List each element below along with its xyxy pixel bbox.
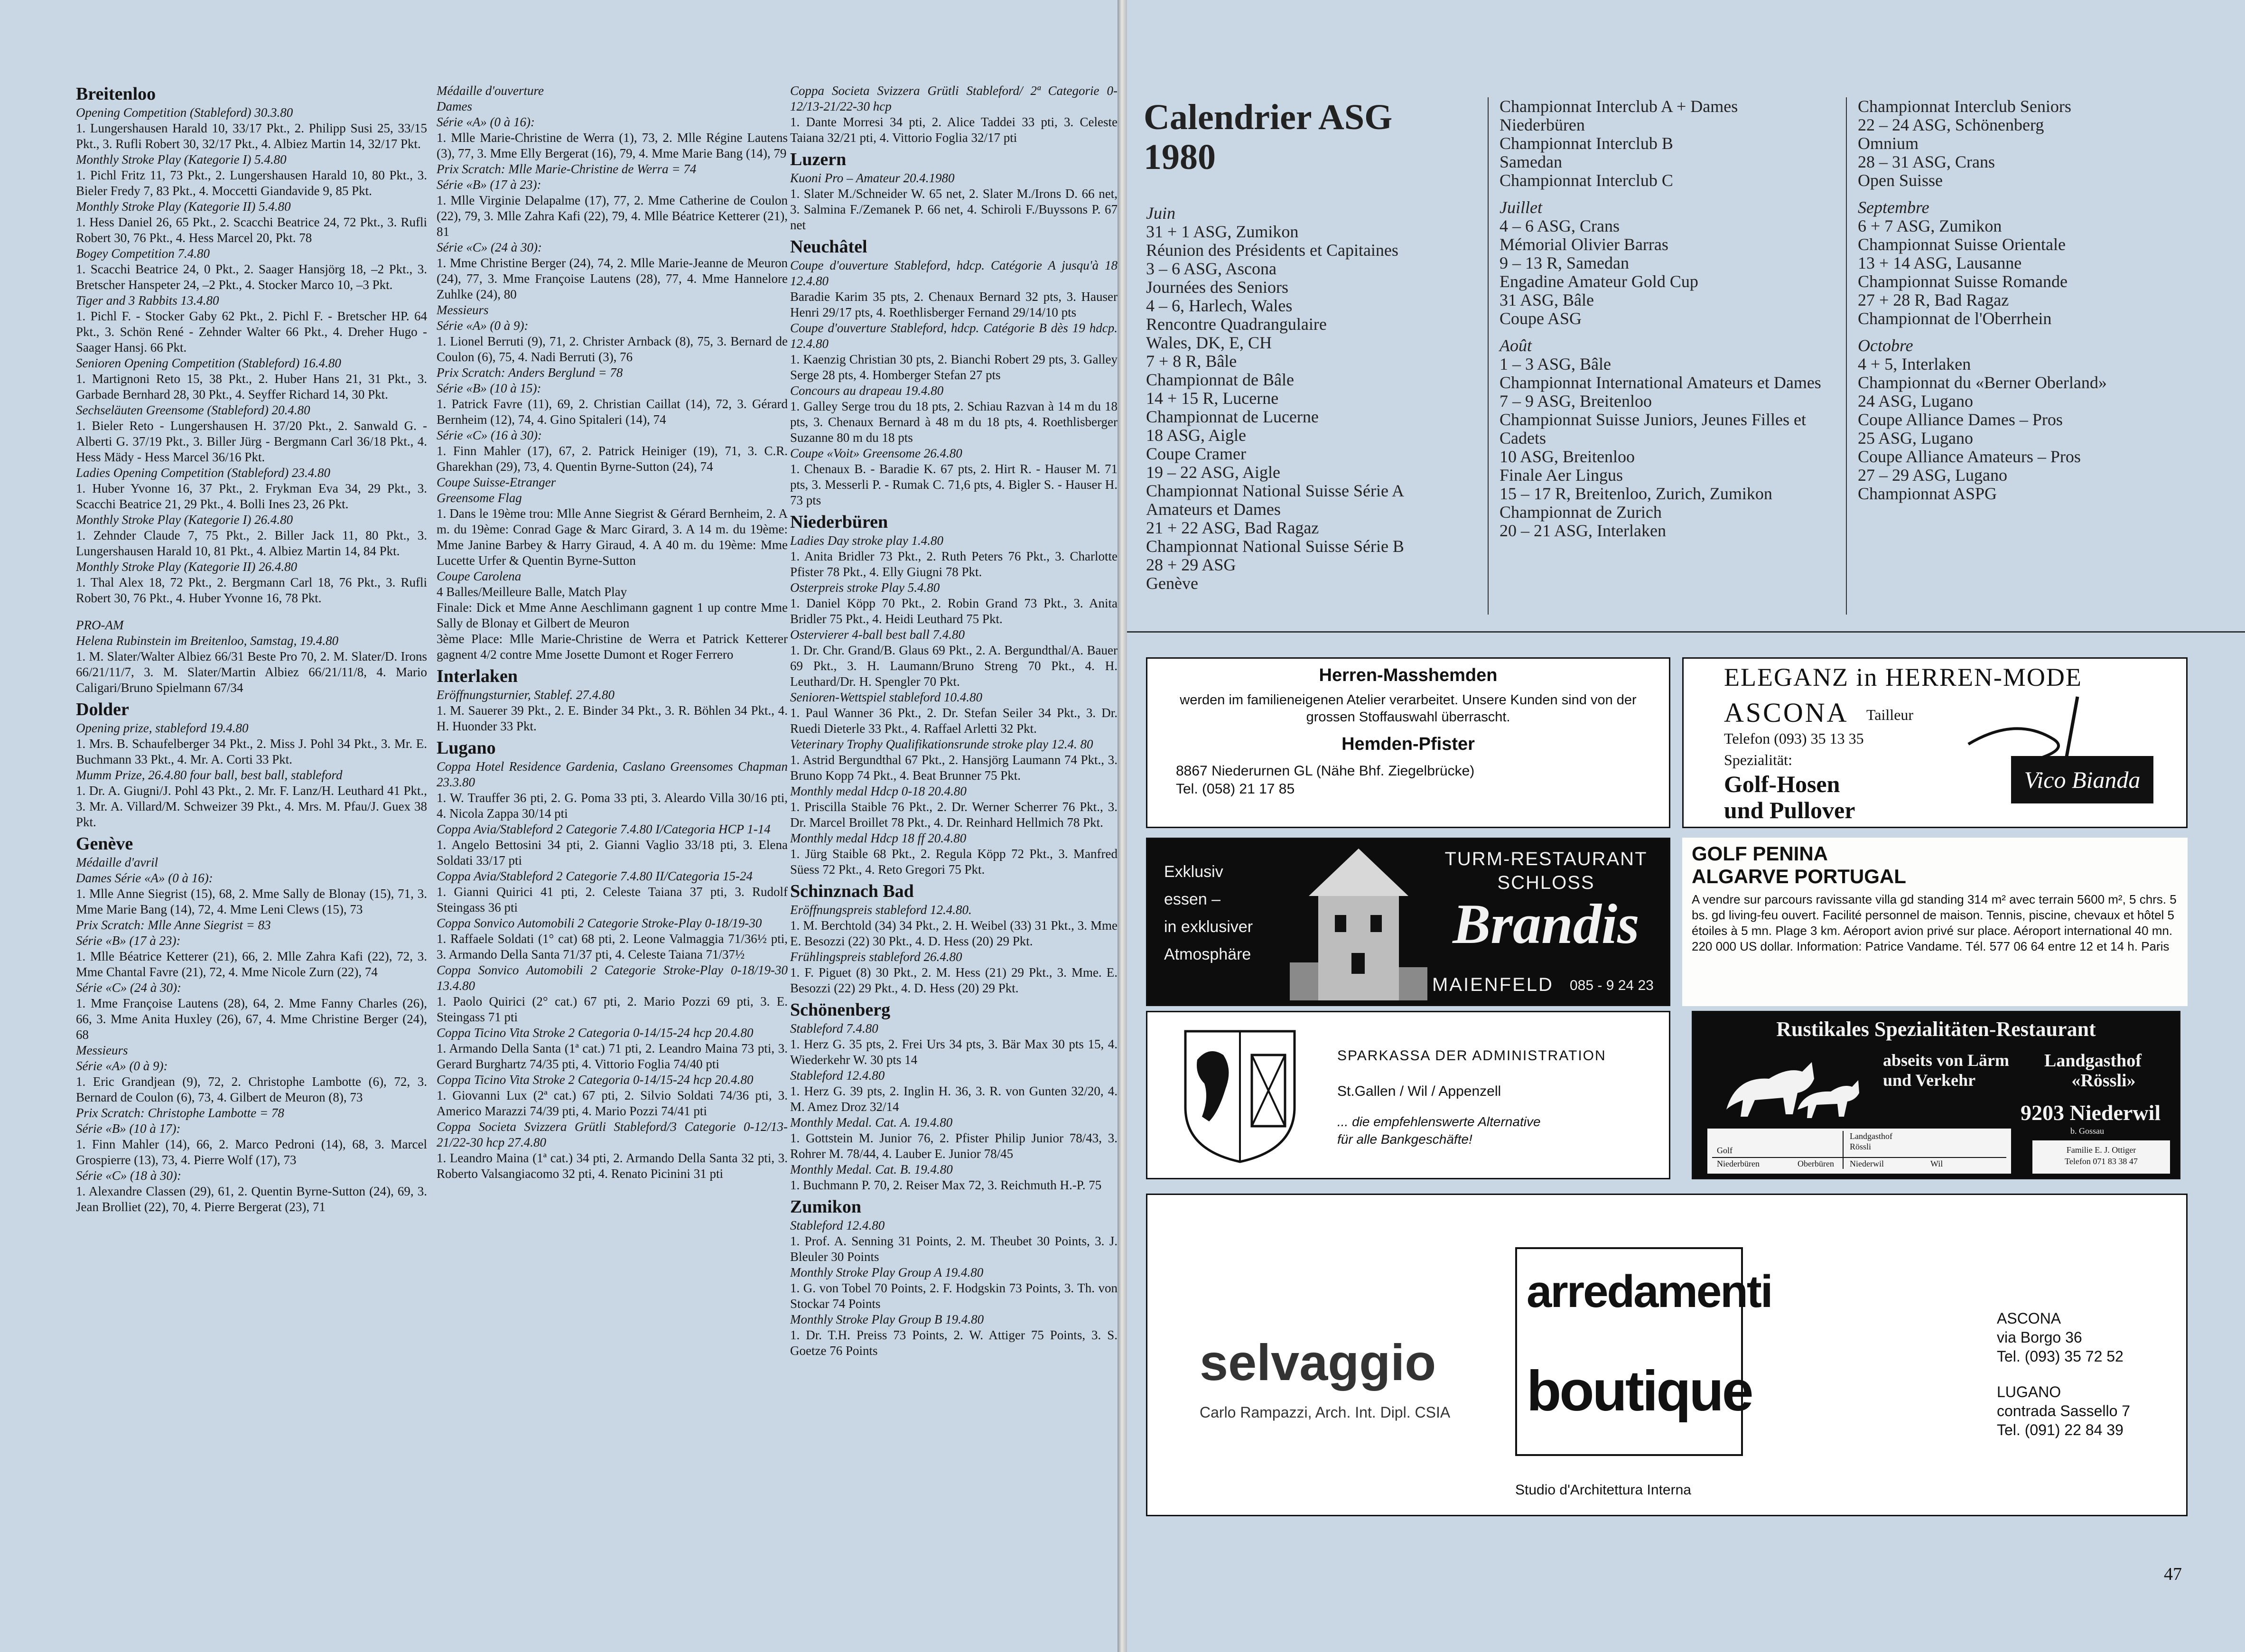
calendar-entry: Championnat Suisse Juniors, Jeunes Filles et Cadets bbox=[1500, 410, 1806, 448]
calendar-entry: Championnat Interclub A + Dames bbox=[1500, 97, 1738, 116]
event-title: Veterinary Trophy Qualifikationsrunde stroke play 12.4. 80 bbox=[790, 737, 1093, 751]
club-heading: Luzern bbox=[790, 149, 847, 169]
event-title: Eröffnungsturnier, Stablef. 27.4.80 bbox=[437, 688, 615, 702]
calendar-entry: Samedan bbox=[1500, 152, 1562, 171]
event-title: Messieurs bbox=[437, 303, 489, 317]
calendar-entry: 4 – 6 ASG, Crans bbox=[1500, 216, 1620, 235]
ad-selvaggio-addresses bbox=[1997, 1309, 2130, 1439]
ad-selvaggio-lugano-addr: contrada Sassello 7 bbox=[1997, 1402, 2131, 1419]
ad-brandis-left-2: essen – bbox=[1164, 890, 1221, 908]
club-heading: Niederbüren bbox=[790, 512, 888, 532]
ad-roessli-name2: «Rössli» bbox=[2071, 1071, 2136, 1091]
calendar-entry: 4 – 6, Harlech, Wales bbox=[1146, 296, 1293, 315]
ad-roessli-map-label: Landgasthof bbox=[1850, 1131, 1892, 1141]
event-title: Médaille d'ouverture bbox=[437, 84, 544, 98]
map-place: Golf bbox=[1717, 1146, 1733, 1155]
ad-penina-body: A vendre sur parcours ravissante villa gd standing 314 m² avec terrain 5600 m², 5 chrs. 5 bs. gd living-feu ouvert. Facilité personnel de maison. Tennis, piscine, chevaux et hôtel 5 étoiles à 5 mn. Plage 3 km. Aéroport avion privé sur place. Aéroport international 40 mn. 220 000 US dollar. Information: Patrice Vandame. Tél. 577 06 64 entre 12 et 14 h. Paris bbox=[1692, 892, 2177, 953]
event-title: Monthly Stroke Play Group B 19.4.80 bbox=[790, 1312, 984, 1326]
ad-brandis-left-3: in exklusiver bbox=[1164, 918, 1253, 936]
map-road bbox=[1843, 1131, 1844, 1169]
calendar-entry: Championnat de Lucerne bbox=[1146, 407, 1319, 426]
calendar-month: Août bbox=[1500, 336, 1532, 355]
calendar-column-1 bbox=[1146, 204, 1450, 593]
ad-brandis-phone: 085 - 9 24 23 bbox=[1570, 978, 1654, 993]
event-title: Série «B» (17 à 23): bbox=[76, 933, 181, 948]
event-title: Série «C» (24 à 30): bbox=[437, 240, 542, 254]
calendar-entry: Coupe Alliance Dames – Pros bbox=[1858, 410, 2063, 429]
ad-selvaggio bbox=[1146, 1194, 2188, 1516]
calendar-entry: Championnat de l'Oberrhein bbox=[1858, 309, 2052, 328]
event-title: Série «A» (0 à 9): bbox=[76, 1059, 168, 1073]
event-title: Stableford 7.4.80 bbox=[790, 1021, 878, 1036]
ad-hemden-phone: Tel. (058) 21 17 85 bbox=[1176, 781, 1295, 797]
result-text: 1. Prof. A. Senning 31 Points, 2. M. Theubet 30 Points, 3. J. Bleuler 30 Points bbox=[790, 1234, 1118, 1264]
event-title: Ladies Day stroke play 1.4.80 bbox=[790, 533, 943, 548]
ad-brandis-top2: SCHLOSS bbox=[1497, 872, 1595, 893]
result-text: 1. Zehnder Claude 7, 75 Pkt., 2. Biller Jack 11, 80 Pkt., 3. Lungershausen Harald 10, 81 Pkt., 4. Albiez Martin 14, 84 Pkt. bbox=[76, 528, 427, 558]
ad-brandis-place: MAIENFELD bbox=[1432, 974, 1554, 995]
result-text: 1. Priscilla Staible 76 Pkt., 2. Dr. Werner Scherrer 76 Pkt., 3. Dr. Marcel Broillet 78 Pkt., 4. Dr. Reinhard Hellmich 78 Pkt. bbox=[790, 800, 1118, 830]
calendar-entry: Championnat Suisse Orientale bbox=[1858, 235, 2066, 254]
event-title: Monthly Stroke Play (Kategorie II) 5.4.80 bbox=[76, 199, 291, 214]
result-text: 1. Jürg Staible 68 Pkt., 2. Regula Köpp 72 Pkt., 3. Manfred Süess 72 Pkt., 4. Reto Gregori 75 Pkt. bbox=[790, 847, 1118, 877]
result-text: 1. M. Berchtold (34) 34 Pkt., 2. H. Weibel (33) 31 Pkt., 3. Mme E. Besozzi (22) 30 Pkt., 4. D. Hess (20) 29 Pkt. bbox=[790, 918, 1118, 948]
ad-eleganz bbox=[1682, 657, 2188, 828]
calendar-entry: 10 ASG, Breitenloo bbox=[1500, 447, 1635, 466]
result-text: 1. Chenaux B. - Baradie K. 67 pts, 2. Hirt R. - Hauser M. 71 pts, 3. Messerli P. - Rumak C. 71,6 pts, 4. Bigler S. - Hauser H. 73 pts bbox=[790, 462, 1118, 507]
club-heading: Dolder bbox=[76, 700, 129, 719]
event-title: Frühlingspreis stableford 26.4.80 bbox=[790, 950, 962, 964]
right-page bbox=[1127, 0, 2245, 1652]
club-heading: Neuchâtel bbox=[790, 237, 867, 257]
ad-eleganz-title: ELEGANZ in HERREN-MODE bbox=[1724, 663, 2082, 691]
ad-hemden-body: werden im familieneigenen Atelier verarbeitet. Unsere Kunden sind von der grossen Stoffauswahl überrascht. bbox=[1180, 692, 1637, 725]
event-title: Kuoni Pro – Amateur 20.4.1980 bbox=[790, 171, 955, 185]
calendar-entry: 15 – 17 R, Breitenloo, Zurich, Zumikon bbox=[1500, 484, 1772, 503]
map-place: Niederwil bbox=[1850, 1159, 1884, 1168]
event-title: Coppa Sonvico Automobili 2 Categorie Stroke-Play 0-18/19-30 bbox=[437, 916, 762, 930]
ad-eleganz-special1: Golf-Hosen bbox=[1724, 771, 1840, 797]
calendar-entry: Finale Aer Lingus bbox=[1500, 466, 1623, 485]
result-text: 1. Paul Wanner 36 Pkt., 2. Dr. Stefan Seiler 34 Pkt., 3. Dr. Ruedi Dieterle 33 Pkt., 4. Raffael Arletti 32 Pkt. bbox=[790, 706, 1118, 736]
event-title: Série «B» (10 à 17): bbox=[76, 1121, 181, 1136]
calendar-entry: Niederbüren bbox=[1500, 115, 1585, 134]
event-title: Coupe Suisse-Etranger bbox=[437, 475, 556, 489]
result-text: Baradie Karim 35 pts, 2. Chenaux Bernard 32 pts, 3. Hauser Henri 29/17 pts, 4. Roethlisberger Fernand 29/14/10 pts bbox=[790, 289, 1118, 319]
event-title: Stableford 12.4.80 bbox=[790, 1068, 885, 1083]
ad-arredamenti-box bbox=[1515, 1247, 1772, 1456]
result-text: 1. Paolo Quirici (2° cat.) 67 pti, 2. Mario Pozzi 69 pti, 3. E. Steingass 71 pti bbox=[437, 994, 788, 1024]
result-text: 1. Finn Mahler (17), 67, 2. Patrick Heiniger (19), 71, 3. C.R. Gharekhan (29), 73, 4. Quentin Byrne-Sutton (24), 74 bbox=[437, 444, 788, 474]
calendar-entry: 6 + 7 ASG, Zumikon bbox=[1858, 216, 2002, 235]
ad-eleganz-place: ASCONA bbox=[1724, 697, 1849, 728]
result-text: 1. Raffaele Soldati (1° cat) 68 pti, 2. Leone Valmaggia 71/36½ pti, 3. Armando Della Santa 71/37 pti, 4. Celeste Taiana 71/37½ bbox=[437, 932, 788, 961]
ad-selvaggio-person: Carlo Rampazzi, Arch. Int. Dipl. CSIA bbox=[1200, 1404, 1451, 1421]
result-text: 1. Herz G. 35 pts, 2. Frei Urs 34 pts, 3. Bär Max 30 pts 15, 4. Wiederkehr W. 30 pts 14 bbox=[790, 1037, 1118, 1067]
ad-roessli-line2: und Verkehr bbox=[1883, 1071, 1976, 1090]
calendar-entry: 27 + 28 R, Bad Ragaz bbox=[1858, 290, 2009, 309]
calendar-entry: 25 ASG, Lugano bbox=[1858, 429, 1973, 448]
event-title: Série «A» (0 à 9): bbox=[437, 318, 529, 333]
calendar-entry: 19 – 22 ASG, Aigle bbox=[1146, 463, 1281, 482]
ad-roessli-owner2: Telefon 071 83 38 47 bbox=[2065, 1157, 2138, 1166]
event-title: Dames bbox=[437, 99, 472, 113]
result-text: 1. Mme Christine Berger (24), 74, 2. Mlle Marie-Jeanne de Meuron (24), 77, 3. Mme Françoise Lautens (28), 77, 4. Mme Hannelore Zuhlke (24), 80 bbox=[437, 256, 788, 301]
ad-roessli-tiny: b. Gossau bbox=[2070, 1126, 2104, 1136]
event-title: Tiger and 3 Rabbits 13.4.80 bbox=[76, 293, 219, 308]
calendar-entry: 31 + 1 ASG, Zumikon bbox=[1146, 222, 1299, 241]
result-text: Finale: Dick et Mme Anne Aeschlimann gagnent 1 up contre Mme Sally de Blonay et Gilbert de Meuron bbox=[437, 600, 788, 630]
calendar-entry: Championnat International Amateurs et Dames bbox=[1500, 373, 1821, 392]
ad-brandis-left-4: Atmosphäre bbox=[1164, 945, 1251, 963]
event-title: Prix Scratch: Christophe Lambotte = 78 bbox=[76, 1106, 284, 1120]
event-title: Monthly medal Hdcp 18 ff 20.4.80 bbox=[790, 831, 967, 845]
result-text: 4 Balles/Meilleure Balle, Match Play bbox=[437, 585, 627, 599]
result-text: 1. W. Trauffer 36 pti, 2. G. Poma 33 pti, 3. Aleardo Villa 30/16 pti, 4. Nicola Zappa 30/14 pti bbox=[437, 791, 788, 821]
calendar-entry: Championnat National Suisse Série A Amateurs et Dames bbox=[1146, 481, 1403, 519]
result-text: 3ème Place: Mlle Marie-Christine de Werra et Patrick Ketterer gagnent 4/2 contre Mme Josette Dumont et Roger Ferrero bbox=[437, 632, 788, 662]
event-title: Sechseläuten Greensome (Stableford) 20.4.80 bbox=[76, 403, 310, 417]
event-title: Coppa Sonvico Automobili 2 Categorie Stroke-Play 0-18/19-30 13.4.80 bbox=[437, 963, 788, 993]
result-text: 1. M. Sauerer 39 Pkt., 2. E. Binder 34 Pkt., 3. R. Böhlen 34 Pkt., 4. H. Huonder 33 Pkt. bbox=[437, 703, 788, 733]
event-title: Série «B» (17 à 23): bbox=[437, 177, 541, 192]
calendar-entry: Championnat du «Berner Oberland» bbox=[1858, 373, 2107, 392]
event-title: Coppa Hotel Residence Gardenia, Caslano Greensomes Chapman 23.3.80 bbox=[437, 759, 788, 789]
result-text: 1. Mlle Anne Siegrist (15), 68, 2. Mme Sally de Blonay (15), 71, 3. Mme Marie Bang (14), 72, 4. Mme Leni Clews (15), 73 bbox=[76, 887, 427, 916]
result-text: 1. Herz G. 39 pts, 2. Inglin H. 36, 3. R. von Gunten 32/20, 4. M. Amez Droz 32/14 bbox=[790, 1084, 1118, 1114]
calendar-entry: Journées des Seniors bbox=[1146, 278, 1288, 297]
event-title: Coupe «Voit» Greensome 26.4.80 bbox=[790, 446, 962, 460]
map-place: Wil bbox=[1930, 1159, 1943, 1168]
event-title: Coppa Societa Svizzera Grütli Stableford/ 2ª Categorie 0-12/13-21/22-30 hcp bbox=[790, 84, 1118, 113]
calendar-entry: 1 – 3 ASG, Bâle bbox=[1500, 355, 1612, 373]
ad-hemden-pfister bbox=[1146, 657, 1670, 828]
event-title: Coupe Carolena bbox=[437, 569, 522, 583]
calendar-entry: Championnat Interclub C bbox=[1500, 171, 1673, 190]
calendar-entry: Championnat Interclub B bbox=[1500, 134, 1673, 153]
ad-sparkassa-slogan1: ... die empfehlenswerte Alternative bbox=[1337, 1114, 1541, 1129]
result-text: 1. Gottstein M. Junior 76, 2. Pfister Philip Junior 78/43, 3. Rohrer M. 78/44, 4. Lauber E. Junior 78/45 bbox=[790, 1131, 1118, 1161]
result-text: 1. Gianni Quirici 41 pti, 2. Celeste Taiana 37 pti, 3. Rudolf Steingass 36 pti bbox=[437, 885, 788, 915]
calendar-entry: Wales, DK, E, CH bbox=[1146, 333, 1272, 352]
result-text: 1. Dr. T.H. Preiss 73 Points, 2. W. Attiger 75 Points, 3. S. Goetze 76 Points bbox=[790, 1328, 1118, 1358]
result-text: 1. G. von Tobel 70 Points, 2. F. Hodgskin 73 Points, 3. Th. von Stockar 74 Points bbox=[790, 1281, 1118, 1311]
calendar-entry: 20 – 21 ASG, Interlaken bbox=[1500, 521, 1666, 540]
ad-selvaggio-ascona: ASCONA bbox=[1997, 1310, 2061, 1327]
calendar-entry: Réunion des Présidents et Capitaines bbox=[1146, 241, 1398, 260]
event-title: Ladies Opening Competition (Stableford) 23.4.80 bbox=[76, 466, 330, 480]
result-text: 1. Daniel Köpp 70 Pkt., 2. Robin Grand 73 Pkt., 3. Anita Bridler 75 Pkt., 4. Heidi Leuthard 75 Pkt. bbox=[790, 596, 1118, 626]
club-heading: Lugano bbox=[437, 738, 496, 758]
result-text: 1. Giovanni Lux (2ª cat.) 67 pti, 2. Silvio Soldati 74/36 pti, 3. Americo Marazzi 74/39 pti, 4. Mario Pozzi 74/41 pti bbox=[437, 1088, 788, 1118]
results-column-2 bbox=[437, 83, 788, 1578]
calendar-entry: 9 – 13 R, Samedan bbox=[1500, 253, 1629, 272]
calendar-entry: Championnat Interclub Seniors bbox=[1858, 97, 2071, 116]
club-heading: Genève bbox=[76, 834, 133, 854]
castle-tower-icon bbox=[1290, 844, 1427, 1005]
calendar-entry: 24 ASG, Lugano bbox=[1858, 392, 1973, 411]
ad-roessli-line1: abseits von Lärm bbox=[1883, 1051, 2010, 1070]
ad-selvaggio-studio: Studio d'Architettura Interna bbox=[1515, 1482, 1691, 1498]
event-title: Concours au drapeau 19.4.80 bbox=[790, 383, 944, 398]
event-title: Greensome Flag bbox=[437, 491, 522, 505]
ad-sparkassa-slogan2: für alle Bankgeschäfte! bbox=[1337, 1132, 1472, 1147]
calendar-entry: 3 – 6 ASG, Ascona bbox=[1146, 259, 1277, 278]
calendar-month: Juillet bbox=[1500, 198, 1542, 217]
result-text: 1. Patrick Favre (11), 69, 2. Christian Caillat (14), 72, 3. Gérard Bernheim (12), 74, 4. Gino Spitaleri (14), 74 bbox=[437, 397, 788, 427]
map-road bbox=[1712, 1157, 2006, 1158]
result-text: 1. Bieler Reto - Lungershausen H. 37/20 Pkt., 2. Sanwald G. - Alberti G. 37/19 Pkt., 3. Biller Jürg - Bergmann Carl 36/18 Pkt., 4. Hess Mädy - Hess Marcel 36/16 Pkt. bbox=[76, 419, 427, 464]
ad-roessli-name1: Landgasthof bbox=[2044, 1051, 2142, 1071]
section-rule bbox=[1127, 631, 2245, 633]
result-text: 1. Buchmann P. 70, 2. Reiser Max 72, 3. Reichmuth H.-P. 75 bbox=[790, 1178, 1102, 1192]
calendar-month: Septembre bbox=[1858, 198, 1929, 217]
calendar-entry: 7 – 9 ASG, Breitenloo bbox=[1500, 392, 1652, 411]
page-gutter bbox=[1118, 0, 1127, 1652]
calendar-entry: 28 – 31 ASG, Crans bbox=[1858, 152, 1995, 171]
calendar-entry: Championnat Suisse Romande bbox=[1858, 272, 2068, 291]
calendar-entry: Mémorial Olivier Barras bbox=[1500, 235, 1668, 254]
calendar-entry: 28 + 29 ASG bbox=[1146, 555, 1236, 574]
calendar-entry: 13 + 14 ASG, Lausanne bbox=[1858, 253, 2022, 272]
vico-bianda-logo bbox=[1959, 687, 2158, 815]
event-title: Monthly Medal. Cat. A. 19.4.80 bbox=[790, 1115, 953, 1129]
coat-of-arms-icon bbox=[1181, 1027, 1299, 1164]
event-title: Série «A» (0 à 16): bbox=[437, 115, 535, 129]
event-title: Coppa Avia/Stableford 2 Categorie 7.4.80 I/Categoria HCP 1-14 bbox=[437, 822, 771, 836]
club-heading: Schinznach Bad bbox=[790, 881, 914, 901]
calendar-column-3 bbox=[1858, 97, 2190, 503]
ad-brandis-top1: TURM-RESTAURANT bbox=[1444, 849, 1648, 869]
result-text: 1. Hess Daniel 26, 65 Pkt., 2. Scacchi Beatrice 24, 72 Pkt., 3. Rufli Robert 30, 76 Pkt., 4. Hess Marcel 20, Pkt. 78 bbox=[76, 215, 427, 245]
map-place: Oberbüren bbox=[1798, 1159, 1834, 1168]
calendar-entry: Open Suisse bbox=[1858, 171, 1943, 190]
result-text: 1. Lungershausen Harald 10, 33/17 Pkt., 2. Philipp Susi 25, 33/15 Pkt., 3. Rufli Robert 30, 32/17 Pkt., 4. Albiez Martin 14, 32/17 Pkt. bbox=[76, 121, 427, 151]
calendar-entry: 21 + 22 ASG, Bad Ragaz bbox=[1146, 518, 1319, 537]
calendar-month: Juin bbox=[1146, 204, 1175, 223]
result-text: 1. Mrs. B. Schaufelberger 34 Pkt., 2. Miss J. Pohl 34 Pkt., 3. Mr. E. Buchmann 33 Pkt., 4. Mr. A. Corti 33 Pkt. bbox=[76, 737, 427, 766]
ad-selvaggio-ascona-tel: Tel. (093) 35 72 52 bbox=[1997, 1348, 2124, 1365]
ad-brandis-name: Brandis bbox=[1453, 892, 1640, 955]
club-heading: Zumikon bbox=[790, 1197, 861, 1217]
result-text: 1. Armando Della Santa (1ª cat.) 71 pti, 2. Leandro Maina 73 pti, 3. Gerard Burghartz 74/35 pti, 4. Vittorio Foglia 74/40 pti bbox=[437, 1041, 788, 1071]
ad-brandis bbox=[1146, 838, 1670, 1006]
calendar-entry: Engadine Amateur Gold Cup bbox=[1500, 272, 1698, 291]
event-title: Monthly Stroke Play (Kategorie II) 26.4.80 bbox=[76, 560, 298, 574]
ad-eleganz-phone: Telefon (093) 35 13 35 bbox=[1724, 730, 1864, 747]
result-text: 1. Huber Yvonne 16, 37 Pkt., 2. Frykman Eva 34, 29 Pkt., 3. Scacchi Beatrice 21, 29 Pkt., 4. Bolli Ines 23, 26 Pkt. bbox=[76, 481, 427, 511]
ad-selvaggio-lugano: LUGANO bbox=[1997, 1383, 2061, 1400]
calendar-divider bbox=[1846, 97, 1847, 615]
event-title: Messieurs bbox=[76, 1043, 128, 1057]
logo-swash-icon bbox=[1968, 728, 2059, 758]
event-title: Coppa Ticino Vita Stroke 2 Categoria 0-14/15-24 hcp 20.4.80 bbox=[437, 1073, 754, 1087]
calendar-entry: Championnat National Suisse Série B bbox=[1146, 537, 1404, 556]
calendar-entry: Rencontre Quadrangulaire bbox=[1146, 315, 1327, 334]
event-title: Prix Scratch: Mlle Anne Siegrist = 83 bbox=[76, 918, 271, 932]
ad-sparkassa bbox=[1146, 1011, 1670, 1179]
result-text: 1. Leandro Maina (1ª cat.) 34 pti, 2. Armando Della Santa 32 pti, 3. Roberto Valsangiacomo 32 pti, 4. Renato Picinini 31 pti bbox=[437, 1151, 788, 1181]
result-text: 1. Dr. Chr. Grand/B. Glaus 69 Pkt., 2. A. Bergundthal/A. Bauer 69 Pkt., 3. H. Laumann/Bruno Streng 70 Pkt., 4. H. Leuthard/Dr. H. Spengler 70 Pkt. bbox=[790, 643, 1118, 689]
ad-arredamenti-brand1: arredamenti bbox=[1527, 1266, 1772, 1317]
result-text: 1. Galley Serge trou du 18 pts, 2. Schiau Razvan à 14 m du 18 pts, 3. Chenaux Bernard à 48 m du 18 pts, 4. Roethlisberger Suzanne 80 m du 18 pts bbox=[790, 399, 1118, 445]
event-title: Prix Scratch: Anders Berglund = 78 bbox=[437, 365, 623, 380]
ad-sparkassa-name: SPARKASSA DER ADMINISTRATION bbox=[1337, 1048, 1606, 1064]
event-title: Dames Série «A» (0 à 16): bbox=[76, 871, 213, 885]
result-text: 1. Finn Mahler (14), 66, 2. Marco Pedroni (14), 68, 3. Marcel Grospierre (13), 73, 4. Pierre Wolf (17), 73 bbox=[76, 1137, 427, 1167]
event-title: Coppa Ticino Vita Stroke 2 Categoria 0-14/15-24 hcp 20.4.80 bbox=[437, 1026, 754, 1040]
ad-eleganz-special2: und Pullover bbox=[1724, 797, 1855, 823]
calendar-entry: Championnat de Zurich bbox=[1500, 503, 1662, 522]
event-title: Coppa Avia/Stableford 2 Categorie 7.4.80 II/Categoria 15-24 bbox=[437, 869, 753, 883]
ad-roessli-map bbox=[1707, 1129, 2011, 1174]
calendar-entry: 27 – 29 ASG, Lugano bbox=[1858, 466, 2007, 485]
ad-hemden-name: Hemden-Pfister bbox=[1341, 734, 1475, 754]
ad-roessli-map-label2: Rössli bbox=[1850, 1142, 1872, 1151]
ad-eleganz-special-label: Spezialität: bbox=[1724, 751, 1792, 768]
club-heading: Breitenloo bbox=[76, 84, 156, 104]
ad-selvaggio-ascona-addr: via Borgo 36 bbox=[1997, 1329, 2082, 1346]
ad-brandis-left bbox=[1164, 858, 1253, 968]
event-title: Mumm Prize, 26.4.80 four ball, best ball, stableford bbox=[76, 768, 343, 782]
result-text: 1. Mlle Béatrice Ketterer (21), 66, 2. Mlle Zahra Kafi (22), 72, 3. Mme Chantal Favre (21), 72, 4. Mme Nicole Zurn (22), 74 bbox=[76, 949, 427, 979]
result-text: 1. Pichl F. - Stocker Gaby 62 Pkt., 2. Pichl F. - Bretscher HP. 64 Pkt., 3. Schön René - Zehnder Walter 66 Pkt., 4. Dreher Hugo - Saager Hansj. 66 Pkt. bbox=[76, 309, 427, 355]
ad-eleganz-logo-text: Vico Bianda bbox=[2024, 766, 2141, 793]
calendar-entry: 22 – 24 ASG, Schönenberg bbox=[1858, 115, 2044, 134]
event-title: Senioren Opening Competition (Stableford) 16.4.80 bbox=[76, 356, 341, 370]
ad-sparkassa-places: St.Gallen / Wil / Appenzell bbox=[1337, 1083, 1501, 1099]
calendar-entry: Championnat de Bâle bbox=[1146, 370, 1294, 389]
result-text: 1. F. Piguet (8) 30 Pkt., 2. M. Hess (21) 29 Pkt., 3. Mme. E. Besozzi (22) 29 Pkt., 4. D. Hess (20) 29 Pkt. bbox=[790, 965, 1118, 995]
event-title: Médaille d'avril bbox=[76, 855, 158, 869]
horses-icon bbox=[1707, 1053, 1878, 1124]
ad-brandis-left-1: Exklusiv bbox=[1164, 863, 1223, 881]
calendar-entry: 18 ASG, Aigle bbox=[1146, 426, 1247, 445]
event-title: Série «B» (10 à 15): bbox=[437, 381, 541, 395]
event-title: Monthly Stroke Play (Kategorie I) 5.4.80 bbox=[76, 152, 287, 167]
calendar-entry: Championnat ASPG bbox=[1858, 484, 1997, 503]
event-title: Monthly Medal. Cat. B. 19.4.80 bbox=[790, 1162, 953, 1176]
event-title: Coppa Societa Svizzera Grütli Stableford/3 Categorie 0-12/13-21/22-30 hcp 27.4.80 bbox=[437, 1120, 788, 1149]
event-title: Stableford 12.4.80 bbox=[790, 1218, 885, 1232]
ad-roessli-title: Rustikales Spezialitäten-Restaurant bbox=[1776, 1017, 2096, 1041]
results-column-3 bbox=[790, 83, 1118, 1578]
result-text: 1. Mlle Virginie Delapalme (17), 77, 2. Mme Catherine de Coulon (22), 79, 3. Mlle Zahra Kafi (22), 79, 4. Mlle Béatrice Ketterer (21), 81 bbox=[437, 193, 788, 239]
ad-roessli-owner-box bbox=[2032, 1140, 2170, 1174]
calendar-entry: Omnium bbox=[1858, 134, 1919, 153]
result-text: 1. Astrid Bergundthal 67 Pkt., 2. Hansjörg Laumann 74 Pkt., 3. Bruno Kopp 74 Pkt., 4. Beat Brunner 75 Pkt. bbox=[790, 753, 1118, 783]
calendar-divider bbox=[1488, 97, 1489, 615]
left-page bbox=[0, 0, 1118, 1652]
ad-golf-penina bbox=[1682, 838, 2188, 1006]
result-text: 1. Slater M./Schneider W. 65 net, 2. Slater M./Irons D. 66 net, 3. Salmina F./Zemanek P. 66 net, 4. Schiroli F./Buyssons P. 67 net bbox=[790, 187, 1118, 232]
club-heading: Interlaken bbox=[437, 666, 518, 686]
ad-roessli bbox=[1692, 1011, 2180, 1179]
event-title: Ostervierer 4-ball best ball 7.4.80 bbox=[790, 627, 965, 642]
calendar-column-2 bbox=[1500, 97, 1851, 540]
result-text: 1. Dante Morresi 34 pti, 2. Alice Taddei 33 pti, 3. Celeste Taiana 32/21 pti, 4. Vittorio Foglia 32/17 pti bbox=[790, 115, 1118, 145]
event-title: Helena Rubinstein im Breitenloo, Samstag, 19.4.80 bbox=[76, 634, 339, 648]
ad-roessli-owner1: Familie E. J. Ottiger bbox=[2066, 1145, 2136, 1155]
results-column-1 bbox=[76, 83, 427, 1578]
result-text: 1. Kaenzig Christian 30 pts, 2. Bianchi Robert 29 pts, 3. Galley Serge 28 pts, 4. Homberger Stefan 27 pts bbox=[790, 352, 1118, 382]
ad-eleganz-trade: Tailleur bbox=[1866, 706, 1914, 723]
calendar-entry: Coupe ASG bbox=[1500, 309, 1582, 328]
result-text: 1. Eric Grandjean (9), 72, 2. Christophe Lambotte (6), 72, 3. Bernard de Coulon (6), 73, 4. Gilbert de Meuron (8), 73 bbox=[76, 1074, 427, 1104]
event-title: Série «C» (24 à 30): bbox=[76, 980, 181, 995]
result-text: 1. Martignoni Reto 15, 38 Pkt., 2. Huber Hans 21, 31 Pkt., 3. Garbade Bernhard 28, 30 Pkt., 4. Seyffer Richard 14, 30 Pkt. bbox=[76, 372, 427, 401]
result-text: 1. Dr. A. Giugni/J. Pohl 43 Pkt., 2. Mr. F. Lanz/H. Leuthard 41 Pkt., 3. Mr. A. Villard/M. Schweizer 39 Pkt., 4. Mrs. M. Pfau/J. Guex 38 Pkt. bbox=[76, 784, 427, 829]
event-title: Monthly medal Hdcp 0-18 20.4.80 bbox=[790, 784, 967, 798]
ad-hemden-title: Herren-Masshemden bbox=[1319, 665, 1498, 685]
result-text: 1. Mlle Marie-Christine de Werra (1), 73, 2. Mlle Régine Lautens (3), 77, 3. Mme Elly Bergerat (16), 79, 4. Mme Marie Bang (14), 79 bbox=[437, 131, 788, 160]
ad-selvaggio-lugano-tel: Tel. (091) 22 84 39 bbox=[1997, 1421, 2124, 1438]
event-title: Monthly Stroke Play (Kategorie I) 26.4.80 bbox=[76, 513, 293, 527]
ad-arredamenti-brand2: boutique bbox=[1527, 1359, 1752, 1423]
calendar-entry: 4 + 5, Interlaken bbox=[1858, 355, 1971, 373]
event-title: Prix Scratch: Mlle Marie-Christine de Werra = 74 bbox=[437, 162, 697, 176]
event-title: Bogey Competition 7.4.80 bbox=[76, 246, 210, 261]
event-title: Senioren-Wettspiel stableford 10.4.80 bbox=[790, 690, 982, 704]
event-title: Série «C» (18 à 30): bbox=[76, 1168, 181, 1183]
event-title: Opening Competition (Stableford) 30.3.80 bbox=[76, 105, 293, 120]
calendar-entry: 14 + 15 R, Lucerne bbox=[1146, 389, 1279, 408]
result-text: 1. Scacchi Beatrice 24, 0 Pkt., 2. Saager Hansjörg 18, –2 Pkt., 3. Bretscher Hanspeter 24, –2 Pkt., 4. Stocker Marco 10, –3 Pkt. bbox=[76, 262, 427, 292]
page-number: 47 bbox=[2164, 1564, 2182, 1584]
result-text: 1. Thal Alex 18, 72 Pkt., 2. Bergmann Carl 18, 76 Pkt., 3. Rufli Robert 30, 76 Pkt., 4. Huber Yvonne 16, 78 Pkt. bbox=[76, 575, 427, 605]
event-title: PRO-AM bbox=[76, 618, 124, 632]
club-heading: Schönenberg bbox=[790, 1000, 891, 1020]
calendar-entry: Coupe Alliance Amateurs – Pros bbox=[1858, 447, 2081, 466]
result-text: 1. Dans le 19ème trou: Mlle Anne Siegrist & Gérard Bernheim, 2. A m. du 19ème: Conrad Gage & Marc Girard, 3. A 14 m. du 19ème: Mme Janine Barbey & Harry Giraud, 4. A 40 m. du 19ème: Mme Lucette Urfer & Quentin Byrne-Sutton bbox=[437, 506, 788, 568]
result-text: 1. Angelo Bettosini 34 pti, 2. Gianni Vaglio 33/18 pti, 3. Elena Soldati 33/17 pti bbox=[437, 838, 788, 868]
event-title: Opening prize, stableford 19.4.80 bbox=[76, 721, 249, 735]
ad-penina-title2: ALGARVE PORTUGAL bbox=[1692, 865, 1906, 887]
event-title: Série «C» (16 à 30): bbox=[437, 428, 542, 442]
calendar-entry: 31 ASG, Bâle bbox=[1500, 290, 1594, 309]
ad-penina-title1: GOLF PENINA bbox=[1692, 842, 1828, 865]
event-title: Monthly Stroke Play Group A 19.4.80 bbox=[790, 1265, 984, 1279]
calendar-month: Octobre bbox=[1858, 336, 1913, 355]
event-title: Coupe d'ouverture Stableford, hdcp. Catégorie B dès 19 hdcp. 12.4.80 bbox=[790, 321, 1118, 351]
event-title: Coupe d'ouverture Stableford, hdcp. Catégorie A jusqu'à 18 12.4.80 bbox=[790, 258, 1118, 288]
result-text: 1. Lionel Berruti (9), 71, 2. Christer Arnback (8), 75, 3. Bernard de Coulon (6), 75, 4. Nadi Berruti (3), 76 bbox=[437, 334, 788, 364]
ad-hemden-address: 8867 Niederurnen GL (Nähe Bhf. Ziegelbrücke) bbox=[1176, 763, 1475, 779]
result-text: 1. Mme Françoise Lautens (28), 64, 2. Mme Fanny Charles (26), 66, 3. Mme Anita Huxley (26), 67, 4. Mme Christine Berger (24), 68 bbox=[76, 996, 427, 1042]
calendar-entry: 7 + 8 R, Bâle bbox=[1146, 352, 1237, 371]
calendar-title-line2: 1980 bbox=[1144, 137, 1216, 177]
result-text: 1. Alexandre Classen (29), 61, 2. Quentin Byrne-Sutton (24), 69, 3. Jean Brolliet (22), 70, 4. Pierre Bergerat (23), 71 bbox=[76, 1184, 427, 1214]
event-title: Osterpreis stroke Play 5.4.80 bbox=[790, 580, 940, 595]
result-text: 1. M. Slater/Walter Albiez 66/31 Beste Pro 70, 2. M. Slater/D. Irons 66/21/11/7, 3. M. Slater/Martin Albiez 66/21/11/8, 4. Mario Caligari/Bruno Spielmann 67/34 bbox=[76, 649, 427, 695]
calendar-entry: Coupe Cramer bbox=[1146, 444, 1246, 463]
calendar-title-line1: Calendrier ASG bbox=[1144, 97, 1393, 137]
calendar-entry: Genève bbox=[1146, 574, 1198, 593]
result-text: 1. Pichl Fritz 11, 73 Pkt., 2. Lungershausen Harald 10, 80 Pkt., 3. Bieler Fredy 7, 83 Pkt., 4. Moccetti Giandavide 9, 85 Pkt. bbox=[76, 168, 427, 198]
result-text: 1. Anita Bridler 73 Pkt., 2. Ruth Peters 76 Pkt., 3. Charlotte Pfister 78 Pkt., 4. Elly Giugni 78 Pkt. bbox=[790, 549, 1118, 579]
ad-selvaggio-name: selvaggio bbox=[1200, 1334, 1436, 1391]
event-title: Eröffnungspreis stableford 12.4.80. bbox=[790, 903, 972, 917]
ad-roessli-town: 9203 Niederwil bbox=[2021, 1101, 2161, 1125]
map-place: Niederbüren bbox=[1717, 1159, 1760, 1168]
calendar-title bbox=[1144, 97, 1392, 177]
spacer bbox=[76, 606, 427, 617]
